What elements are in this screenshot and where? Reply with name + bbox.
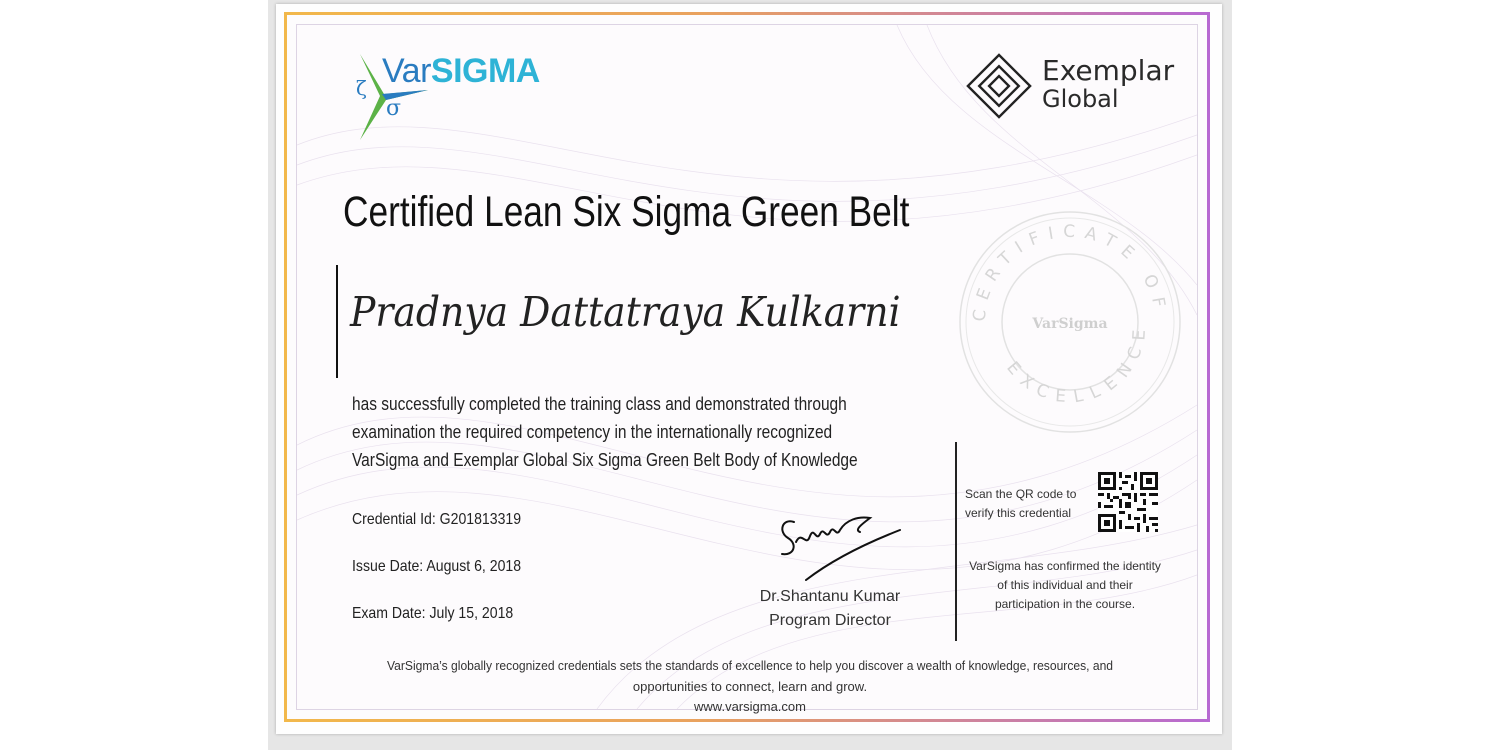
seal-arc-top: CERTIFICATE OF [969, 221, 1171, 323]
name-accent-bar [336, 265, 338, 378]
signatory-role: Program Director [769, 612, 891, 629]
exemplar-logo-line2: Global [1042, 85, 1119, 113]
logo-text-var: Var [382, 52, 431, 90]
qr-note-line1: Scan the QR code to [965, 487, 1077, 501]
qr-note-line2: verify this credential [965, 506, 1072, 520]
footer-line-2: opportunities to connect, learn and grow. [632, 679, 868, 694]
exemplar-diamond-icon [963, 50, 1035, 122]
seal-center-text: VarSigma [1032, 316, 1108, 332]
verification-line-2: of this individual and their [997, 578, 1133, 592]
seal-arc-bottom: EXCELLENCE [1002, 320, 1151, 408]
handwritten-signature [772, 508, 907, 586]
issue-date: Issue Date: August 6, 2018 [352, 558, 522, 575]
exam-date: Exam Date: July 15, 2018 [352, 605, 514, 622]
qr-code-icon [1098, 472, 1158, 532]
logo-zeta-glyph: ζ [356, 76, 367, 100]
certificate-seal [955, 207, 1185, 437]
footer-url: www.varsigma.com [694, 699, 806, 714]
vertical-divider [955, 442, 957, 641]
verification-line-1: VarSigma has confirmed the identity [969, 559, 1161, 573]
verification-line-3: participation in the course. [994, 597, 1136, 611]
statement-line-3: VarSigma and Exemplar Global Six Sigma Green Belt Body of Knowledge [352, 450, 858, 470]
logo-text-sigma: SIGMA [430, 52, 540, 90]
footer-line-1: VarSigma’s globally recognized credentials sets the standards of excellence to help you discover a wealth of knowledge, resources, and [386, 658, 1114, 673]
statement-line-2: examination the required competency in the internationally recognized [352, 422, 833, 442]
exemplar-logo-line1: Exemplar [1042, 54, 1175, 87]
recipient-name: Pradnya Dattatraya Kulkarni [350, 288, 901, 336]
certificate-title: Certified Lean Six Sigma Green Belt [343, 188, 910, 236]
signatory-name: Dr.Shantanu Kumar [759, 588, 901, 605]
statement-line-1: has successfully completed the training class and demonstrated through [352, 394, 847, 414]
logo-sigma-glyph: σ [386, 96, 402, 121]
credential-id: Credential Id: G201813319 [352, 511, 522, 528]
varsigma-logo-text [382, 52, 540, 91]
